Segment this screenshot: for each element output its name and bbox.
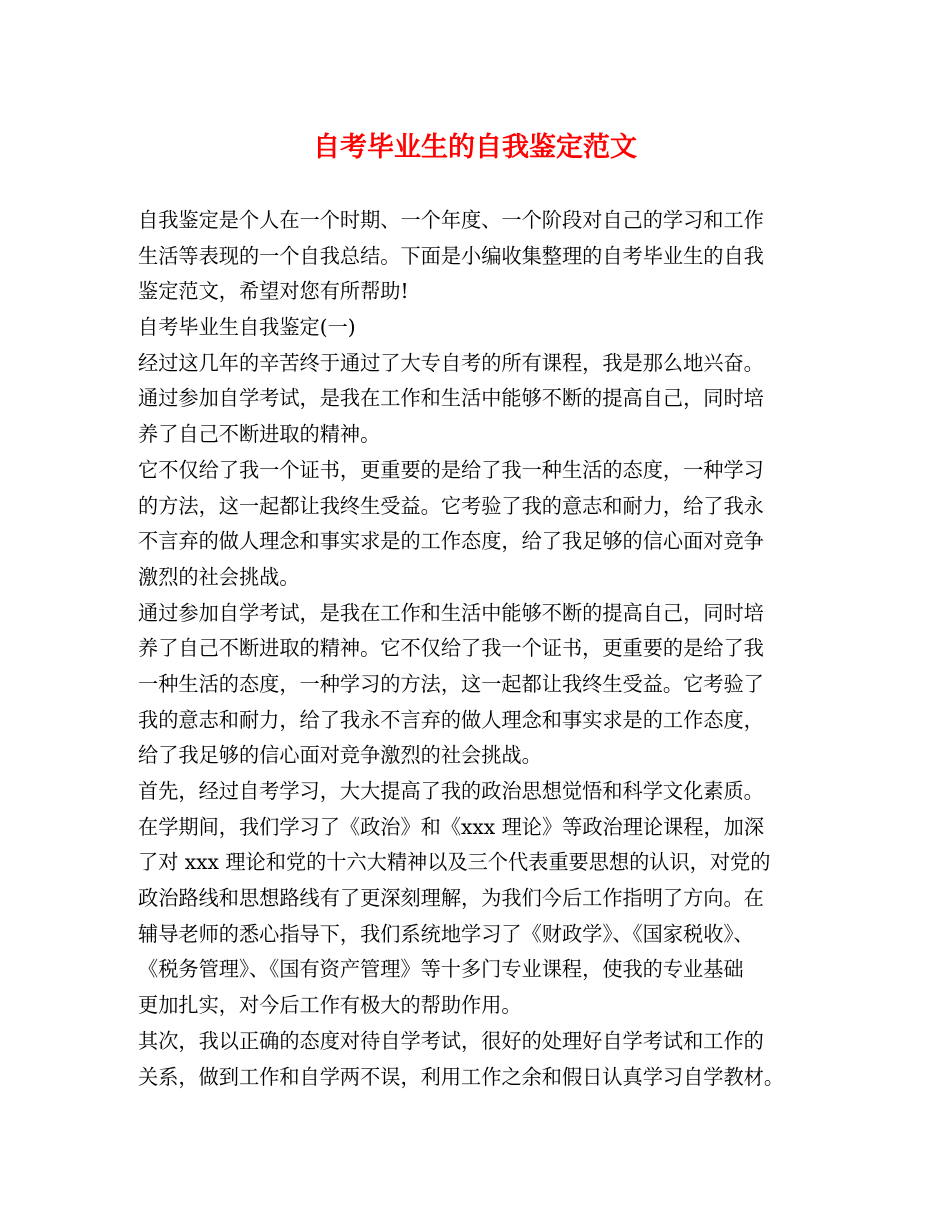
text-line-3: 鉴定范文，希望对您有所帮助! <box>138 279 409 304</box>
page-title: 自考毕业生的自我鉴定范文 <box>313 132 637 163</box>
document-body <box>138 203 816 1095</box>
text-line-18: 在学期间，我们学习了《政治》和《xxx 理论》等政治理论课程，加深 <box>138 814 765 839</box>
section-heading: 自考毕业生自我鉴定(一) <box>138 315 356 340</box>
text-line-10: 不言弃的做人理念和事实求是的工作态度，给了我足够的信心面对竞争 <box>138 529 764 554</box>
text-line-22: 《税务管理》、《国有资产管理》等十多门专业课程，使我的专业基础 <box>138 957 744 982</box>
text-line-17: 首先，经过自考学习，大大提高了我的政治思想觉悟和科学文化素质。 <box>138 779 764 803</box>
text-line-25: 关系，做到工作和自学两不误，利用工作之余和假日认真学习自学教材。 <box>138 1064 785 1089</box>
text-line-5: 经过这几年的辛苦终于通过了大专自考的所有课程，我是那么地兴奋。 <box>138 350 764 375</box>
text-line-15: 我的意志和耐力，给了我永不言弃的做人理念和事实求是的工作态度， <box>138 707 764 732</box>
text-line-7: 养了自己不断进取的精神。 <box>138 422 381 447</box>
text-line-24: 其次，我以正确的态度对待自学考试，很好的处理好自学考试和工作的 <box>138 1028 764 1053</box>
text-line-21: 辅导老师的悉心指导下，我们系统地学习了《财政学》、《国家税收》、 <box>138 921 754 946</box>
text-line-11: 激烈的社会挑战。 <box>138 564 300 589</box>
text-line-20: 政治路线和思想路线有了更深刻理解，为我们今后工作指明了方向。在 <box>138 886 764 911</box>
text-line-23: 更加扎实，对今后工作有极大的帮助作用。 <box>138 993 522 1018</box>
text-line-2: 生活等表现的一个自我总结。下面是小编收集整理的自考毕业生的自我 <box>138 243 764 268</box>
text-line-12: 通过参加自学考试，是我在工作和生活中能够不断的提高自己，同时培 <box>138 600 764 625</box>
text-line-16: 给了我足够的信心面对竞争激烈的社会挑战。 <box>138 743 542 768</box>
text-line-14: 一种生活的态度，一种学习的方法，这一起都让我终生受益。它考验了 <box>138 671 764 696</box>
text-line-1: 自我鉴定是个人在一个时期、一个年度、一个阶段对自己的学习和工作 <box>138 208 764 232</box>
text-line-13: 养了自己不断进取的精神。它不仅给了我一个证书，更重要的是给了我 <box>138 636 764 661</box>
text-line-19: 了对 xxx 理论和党的十六大精神以及三个代表重要思想的认识，对党的 <box>138 850 771 875</box>
text-line-6: 通过参加自学考试，是我在工作和生活中能够不断的提高自己，同时培 <box>138 386 764 411</box>
text-line-8: 它不仅给了我一个证书，更重要的是给了我一种生活的态度，一种学习 <box>138 457 764 482</box>
text-line-9: 的方法，这一起都让我终生受益。它考验了我的意志和耐力，给了我永 <box>138 493 764 518</box>
